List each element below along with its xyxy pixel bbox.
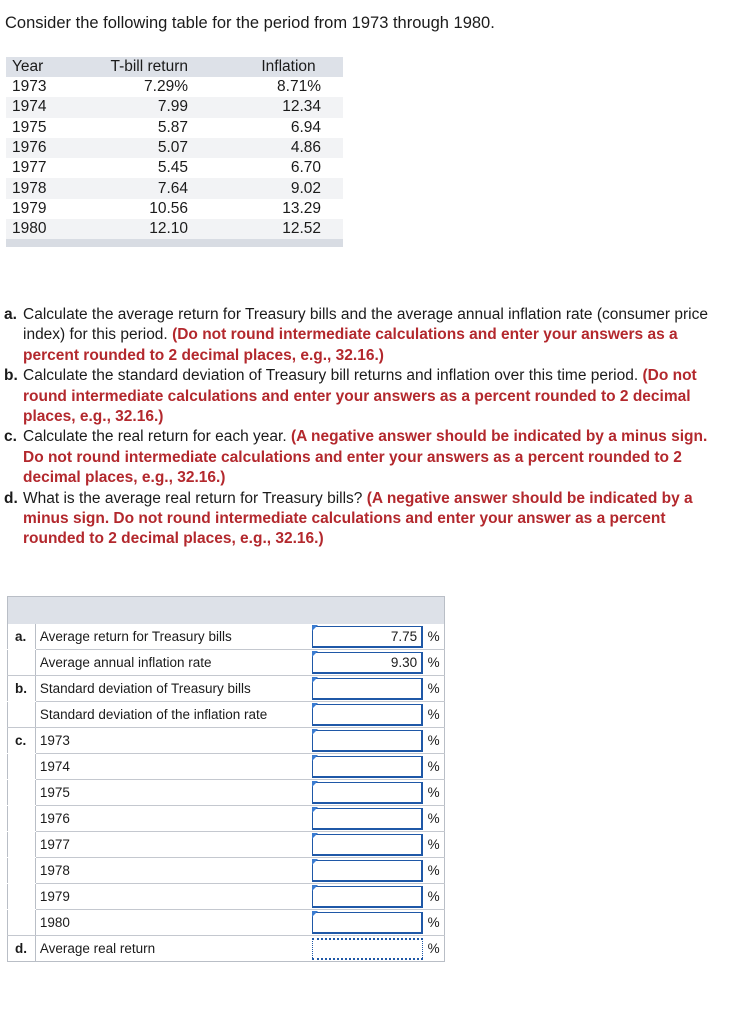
answer-table [7, 596, 445, 962]
input-marker-icon [312, 651, 318, 657]
answer-input[interactable] [312, 834, 423, 856]
answer-label: 1975 [35, 780, 311, 806]
answer-row [8, 754, 445, 780]
question-instructions: (Do not round intermediate calculations and enter your answers as a percent rounded to 2 decimal places, e.g., 32.16.) [23, 326, 678, 364]
answer-input[interactable] [312, 938, 423, 960]
cell-year: 1975 [6, 118, 102, 138]
cell-spacer-right [321, 219, 343, 239]
question-item [4, 427, 714, 488]
table-bottom-bar [6, 243, 343, 247]
cell-spacer-right [321, 138, 343, 158]
answer-label: 1976 [35, 806, 311, 832]
answer-label: Average annual inflation rate [35, 650, 311, 676]
percent-sign: % [423, 910, 444, 936]
question-item [4, 366, 714, 427]
question-letter: c. [4, 428, 17, 446]
cell-tbill: 5.45 [102, 158, 188, 178]
answer-label: 1978 [35, 858, 311, 884]
cell-inflation: 4.86 [256, 138, 321, 158]
cell-inflation: 6.94 [256, 118, 321, 138]
header-inflation: Inflation [256, 57, 321, 77]
question-text: Calculate the average return for Treasury bills and the average annual inflation rate (consumer price index) for this period. [23, 306, 708, 344]
answer-label: 1979 [35, 884, 311, 910]
answer-row [8, 624, 445, 650]
answer-row [8, 676, 445, 702]
answer-letter [8, 884, 36, 910]
question-letter: b. [4, 367, 18, 385]
answer-letter [8, 702, 36, 728]
cell-spacer-right [321, 178, 343, 198]
cell-tbill: 12.10 [102, 219, 188, 239]
table-row [6, 138, 343, 158]
table-row [6, 97, 343, 117]
table-row [6, 158, 343, 178]
table-row [6, 118, 343, 138]
cell-tbill: 5.07 [102, 138, 188, 158]
answer-letter [8, 650, 36, 676]
cell-tbill: 7.29% [102, 77, 188, 97]
cell-spacer [188, 118, 256, 138]
answer-letter: b. [8, 676, 36, 702]
cell-spacer-right [321, 77, 343, 97]
cell-spacer-right [321, 199, 343, 219]
returns-table [6, 57, 343, 247]
question-item [4, 489, 714, 550]
cell-tbill: 5.87 [102, 118, 188, 138]
input-marker-icon [312, 781, 318, 787]
answer-input[interactable] [312, 782, 423, 804]
input-marker-icon [312, 859, 318, 865]
cell-year: 1974 [6, 97, 102, 117]
answer-label: Average return for Treasury bills [35, 624, 311, 650]
question-text: Calculate the real return for each year. [23, 428, 287, 446]
cell-year: 1979 [6, 199, 102, 219]
answer-letter [8, 910, 36, 936]
input-marker-icon [312, 807, 318, 813]
percent-sign: % [423, 624, 444, 650]
percent-sign: % [423, 702, 444, 728]
table-row [6, 199, 343, 219]
answer-row [8, 832, 445, 858]
percent-sign: % [423, 728, 444, 754]
answer-input[interactable] [312, 626, 423, 648]
question-text: What is the average real return for Treasury bills? [23, 489, 363, 507]
header-tbill: T-bill return [102, 57, 188, 77]
answer-letter: a. [8, 624, 36, 650]
answer-input[interactable] [312, 704, 423, 726]
cell-spacer [188, 158, 256, 178]
intro-text: Consider the following table for the period from 1973 through 1980. [5, 14, 495, 32]
percent-sign: % [423, 884, 444, 910]
answer-input[interactable] [312, 860, 423, 882]
cell-tbill: 7.99 [102, 97, 188, 117]
table-row [6, 219, 343, 239]
answer-row [8, 702, 445, 728]
percent-sign: % [423, 832, 444, 858]
cell-year: 1976 [6, 138, 102, 158]
answer-input[interactable] [312, 912, 423, 934]
cell-inflation: 13.29 [256, 199, 321, 219]
returns-table-header [6, 57, 343, 77]
answer-label: 1973 [35, 728, 311, 754]
cell-spacer-right [321, 158, 343, 178]
question-item [4, 305, 714, 366]
answer-letter [8, 780, 36, 806]
question-text: Calculate the standard deviation of Treasury bill returns and inflation over this time period. [23, 367, 639, 385]
answer-row [8, 936, 445, 962]
question-instructions: (Do not round intermediate calculations and enter your answers as a percent rounded to 2 decimal places, e.g., 32.16.) [23, 367, 697, 426]
cell-inflation: 9.02 [256, 178, 321, 198]
percent-sign: % [423, 650, 444, 676]
input-marker-icon [312, 885, 318, 891]
cell-year: 1978 [6, 178, 102, 198]
question-letter: d. [4, 489, 18, 507]
answer-input[interactable] [312, 652, 423, 674]
question-letter: a. [4, 306, 17, 323]
cell-year: 1973 [6, 77, 102, 97]
answer-table-header [7, 596, 445, 624]
cell-spacer-right [321, 97, 343, 117]
answer-label: 1977 [35, 832, 311, 858]
percent-sign: % [423, 676, 444, 702]
input-marker-icon [312, 833, 318, 839]
input-marker-icon [312, 677, 318, 683]
header-year: Year [6, 57, 102, 77]
cell-spacer-right [321, 118, 343, 138]
answer-label: 1974 [35, 754, 311, 780]
answer-row [8, 858, 445, 884]
percent-sign: % [423, 806, 444, 832]
answer-label: Standard deviation of the inflation rate [35, 702, 311, 728]
cell-spacer [188, 178, 256, 198]
input-marker-icon [312, 755, 318, 761]
answer-letter: c. [8, 728, 36, 754]
answer-label: Average real return [35, 936, 311, 962]
cell-spacer [188, 138, 256, 158]
answer-label: 1980 [35, 910, 311, 936]
answer-letter [8, 858, 36, 884]
answer-row [8, 780, 445, 806]
answer-letter: d. [8, 936, 36, 962]
input-marker-icon [312, 703, 318, 709]
input-marker-icon [312, 625, 318, 631]
percent-sign: % [423, 858, 444, 884]
cell-inflation: 8.71% [256, 77, 321, 97]
answer-input[interactable] [312, 808, 423, 830]
table-row [6, 178, 343, 198]
header-spacer [188, 57, 256, 77]
cell-tbill: 10.56 [102, 199, 188, 219]
percent-sign: % [423, 754, 444, 780]
question-list [4, 305, 714, 550]
cell-spacer [188, 77, 256, 97]
cell-inflation: 6.70 [256, 158, 321, 178]
cell-spacer [188, 199, 256, 219]
answer-letter [8, 832, 36, 858]
percent-sign: % [423, 780, 444, 806]
input-marker-icon [312, 729, 318, 735]
question-instructions: (A negative answer should be indicated by a minus sign. Do not round intermediate calculations and enter your answers as a percent rounded to 2 decimal places, e.g., 32.16.) [23, 428, 708, 487]
percent-sign: % [423, 936, 444, 962]
header-spacer-right [321, 57, 343, 77]
answer-row [8, 910, 445, 936]
answer-input[interactable] [312, 756, 423, 778]
cell-tbill: 7.64 [102, 178, 188, 198]
cell-inflation: 12.52 [256, 219, 321, 239]
answer-row [8, 650, 445, 676]
answer-input[interactable] [312, 730, 423, 752]
table-row [6, 77, 343, 97]
answer-label: Standard deviation of Treasury bills [35, 676, 311, 702]
answer-row [8, 728, 445, 754]
input-marker-icon [312, 911, 318, 917]
cell-spacer [188, 97, 256, 117]
answer-input[interactable] [312, 678, 423, 700]
answer-input[interactable] [312, 886, 423, 908]
cell-year: 1977 [6, 158, 102, 178]
answer-row [8, 806, 445, 832]
answer-letter [8, 754, 36, 780]
cell-inflation: 12.34 [256, 97, 321, 117]
cell-year: 1980 [6, 219, 102, 239]
question-instructions: (A negative answer should be indicated by a minus sign. Do not round intermediate calculations and enter your answer as a percent rounded to 2 decimal places, e.g., 32.16.) [23, 489, 693, 548]
answer-letter [8, 806, 36, 832]
answer-row [8, 884, 445, 910]
cell-spacer [188, 219, 256, 239]
